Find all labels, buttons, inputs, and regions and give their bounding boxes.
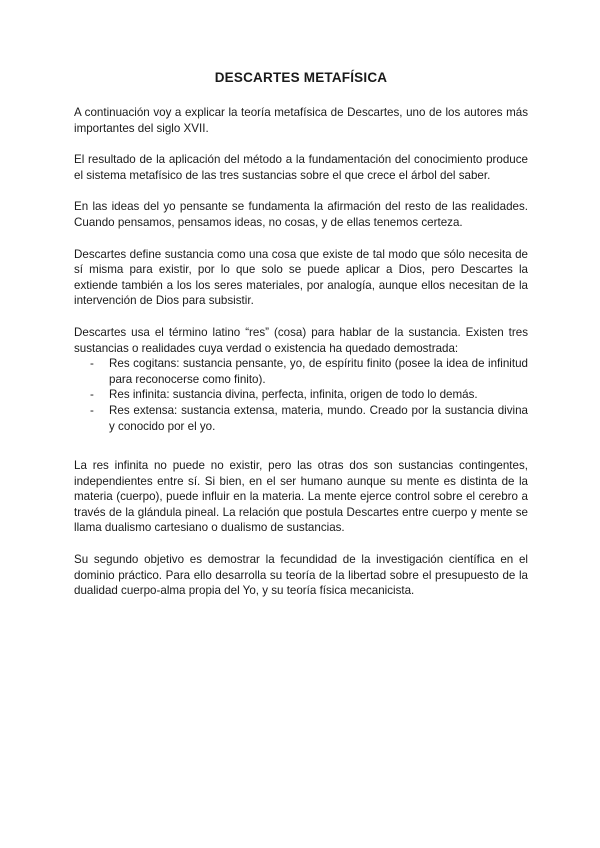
list-item-text: Res cogitans: sustancia pensante, yo, de espíritu finito (posee la idea de infinitud para reconocerse como finito). xyxy=(109,357,528,386)
paragraph-method: El resultado de la aplicación del método a la fundamentación del conocimiento produce el sistema metafísico de las tres sustancias sobre el que crece el árbol del saber. xyxy=(74,153,528,182)
paragraph-ideas: En las ideas del yo pensante se fundamenta la afirmación del resto de las realidades. Cuando pensamos, pensamos ideas, no cosas, y de ellas tenemos certeza. xyxy=(74,200,528,229)
list-item-text: Res infinita: sustancia divina, perfecta, infinita, origen de todo lo demás. xyxy=(109,388,478,402)
paragraph-second-objective: Su segundo objetivo es demostrar la fecundidad de la investigación científica en el dominio práctico. Para ello desarrolla su teoría de la libertad sobre el presupuesto de la dualidad cuerpo-alma propia del Yo, y su teoría física mecanicista. xyxy=(74,553,528,598)
paragraph-res: Descartes usa el término latino “res” (cosa) para hablar de la sustancia. Existen tres sustancias o realidades cuya verdad o existencia ha quedado demostrada: xyxy=(74,325,528,355)
paragraph-dualism: La res infinita no puede no existir, pero las otras dos son sustancias contingentes, independientes entre sí. Si bien, en el ser humano aunque su mente es distinta de la materia (cuerpo), puede influir en la materia. La mente ejerce control sobre el cerebro a través de la glándula pineal. La relación que postula Descartes entre cuerpo y mente se llama dualismo cartesiano o dualismo de sustancias. xyxy=(74,459,528,535)
paragraph-intro: A continuación voy a explicar la teoría metafísica de Descartes, uno de los autores más importantes del siglo XVII. xyxy=(74,106,528,135)
list-item xyxy=(74,403,528,434)
list-dash: - xyxy=(90,403,94,417)
list-dash: - xyxy=(90,388,94,402)
list-item xyxy=(74,356,528,387)
document-title: DESCARTES METAFÍSICA xyxy=(214,70,388,85)
substances-list xyxy=(74,356,528,434)
paragraph-substance-definition: Descartes define sustancia como una cosa que existe de tal modo que sólo necesita de sí misma para existir, por lo que solo se puede aplicar a Dios, pero Descartes la extiende también a los los seres materiales, por analogía, aunque ellos necesitan de la intervención de Dios para subsistir. xyxy=(74,247,528,308)
document-page xyxy=(74,70,528,615)
list-item-text: Res extensa: sustancia extensa, materia, mundo. Creado por la sustancia divina y conocido por el yo. xyxy=(109,403,528,433)
list-dash: - xyxy=(90,357,94,371)
list-item xyxy=(74,387,528,403)
